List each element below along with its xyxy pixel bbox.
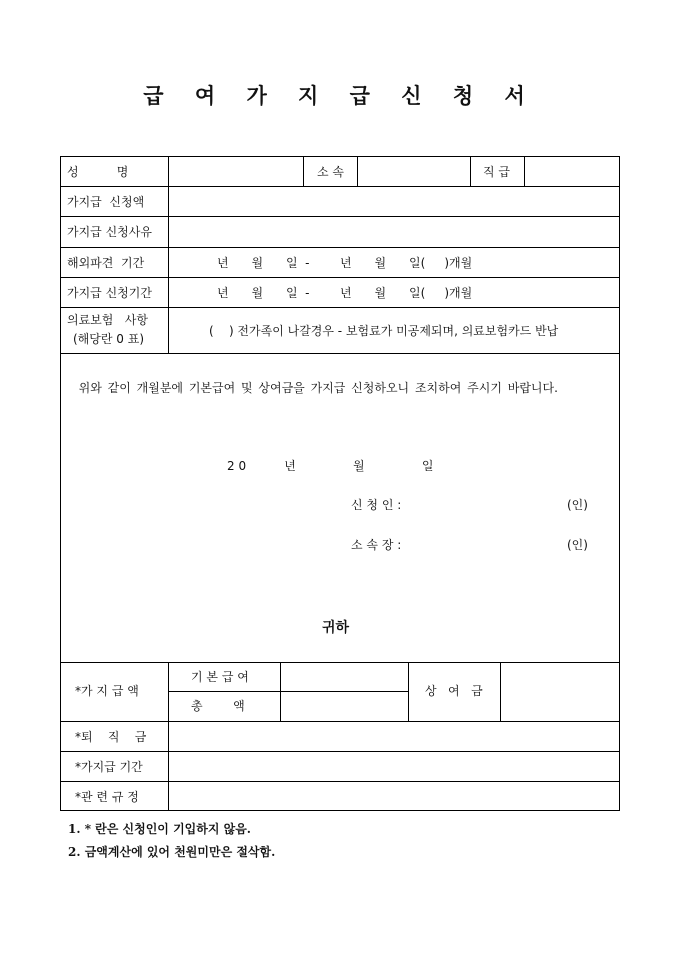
row-divider (61, 662, 619, 663)
total-label: 총 액 (191, 699, 245, 713)
advance-period-label: *가지급 기간 (75, 760, 143, 774)
column-divider (408, 662, 409, 721)
overseas-period-value: 년 월 일 - 년 월 일( )개월 (217, 256, 473, 270)
rank-label: 직 급 (483, 165, 510, 179)
reason-label: 가지급 신청사유 (67, 225, 152, 239)
row-divider (61, 751, 619, 752)
dept-head-label: 소 속 장 : (351, 538, 402, 552)
insurance-value: ( ) 전가족이 나갈경우 - 보험료가 미공제되며, 의료보험카드 반납 (209, 324, 559, 338)
form-title: 급 여 가 지 급 신 청 서 (143, 83, 537, 108)
column-divider (500, 662, 501, 721)
row-divider (61, 247, 619, 248)
advance-amount-label: *가 지 급 액 (75, 684, 139, 698)
applicant-seal: (인) (567, 498, 588, 512)
addressee: 귀하 (322, 620, 350, 636)
basic-salary-label: 기 본 급 여 (191, 670, 249, 684)
column-divider (168, 662, 169, 810)
row-divider (61, 186, 619, 187)
request-statement: 위와 같이 개월분에 기본급여 및 상여금을 가지급 신청하오니 조치하여 주시기 바랍니다. (78, 381, 558, 395)
request-period-value: 년 월 일 - 년 월 일( )개월 (217, 286, 473, 300)
row-divider (61, 353, 619, 354)
column-divider (280, 662, 281, 721)
amount-label: 가지급 신청액 (67, 195, 145, 209)
overseas-period-label: 해외파견 기간 (67, 256, 145, 270)
insurance-label-line2: (해당란 0 표) (73, 332, 144, 346)
application-form-table (60, 156, 620, 811)
column-divider (357, 157, 358, 186)
dept-label: 소 속 (317, 165, 344, 179)
row-divider (61, 216, 619, 217)
severance-label: *퇴 직 금 (75, 730, 147, 744)
applicant-label: 신 청 인 : (351, 498, 402, 512)
date-line: 2 0 년 월 일 (227, 459, 434, 473)
row-divider (61, 781, 619, 782)
regulation-label: *관 련 규 정 (75, 790, 139, 804)
row-divider (61, 307, 619, 308)
name-label: 성 명 (67, 165, 129, 179)
footnotes (68, 820, 275, 866)
dept-head-seal: (인) (567, 538, 588, 552)
column-divider (470, 157, 471, 186)
column-divider (303, 157, 304, 186)
request-period-label: 가지급 신청기간 (67, 286, 152, 300)
footnote-item: 2. 금액계산에 있어 천원미만은 절삭함. (68, 845, 276, 859)
footnote-item: 1. * 란은 신청인이 기입하지 않음. (68, 822, 251, 836)
column-divider (168, 157, 169, 353)
column-divider (524, 157, 525, 186)
row-divider (61, 277, 619, 278)
insurance-label-line1: 의료보험 사항 (67, 313, 148, 327)
row-divider (168, 691, 408, 692)
row-divider (61, 721, 619, 722)
bonus-label: 상 여 금 (425, 684, 483, 698)
